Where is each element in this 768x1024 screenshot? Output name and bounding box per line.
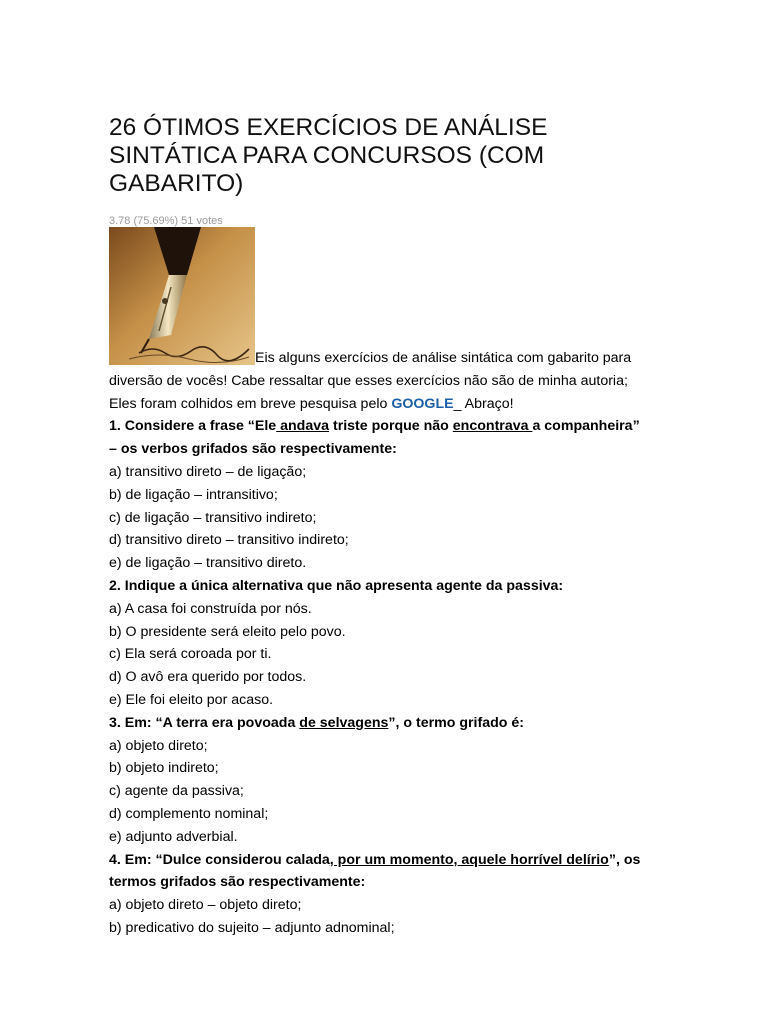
- answer-option: a) objeto direto – objeto direto;: [109, 897, 302, 914]
- intro-line: Eis alguns exercícios de análise sintática com gabarito para: [255, 350, 632, 366]
- answer-option: c) Ela será coroada por ti.: [109, 646, 272, 663]
- answer-option: d) complemento nominal;: [109, 805, 269, 822]
- answer-option: e) de ligação – transitivo direto.: [109, 555, 307, 572]
- answer-option: c) agente da passiva;: [109, 783, 244, 800]
- answer-option: e) adjunto adverbial.: [109, 828, 238, 845]
- rating-text: 3.78 (75.69%) 51 votes: [109, 215, 223, 227]
- fountain-pen-image: [109, 227, 255, 365]
- answer-option: b) objeto indireto;: [109, 760, 219, 777]
- answer-option: b) predicativo do sujeito – adjunto adnominal;: [109, 919, 395, 936]
- answer-option: d) O avô era querido por todos.: [109, 669, 307, 686]
- question-4-continued: termos grifados são respectivamente:: [109, 874, 366, 891]
- intro-line: diversão de vocês! Cabe ressaltar que esses exercícios não são de minha autoria;: [109, 372, 628, 389]
- question-3: 3. Em: “A terra era povoada de selvagens”, o termo grifado é:: [109, 714, 524, 731]
- answer-option: a) transitivo direto – de ligação;: [109, 463, 307, 480]
- answer-option: a) objeto direto;: [109, 737, 208, 754]
- answer-option: d) transitivo direto – transitivo indireto;: [109, 532, 349, 549]
- answer-option: b) O presidente será eleito pelo povo.: [109, 623, 346, 640]
- intro-line: Eles foram colhidos em breve pesquisa pelo GOOGLE_ Abraço!: [109, 395, 514, 412]
- question-4: 4. Em: “Dulce considerou calada, por um momento, aquele horrível delírio”, os: [109, 851, 641, 868]
- page-title: 26 ÓTIMOS EXERCÍCIOS DE ANÁLISE SINTÁTICA PARA CONCURSOS (COM GABARITO): [109, 114, 548, 197]
- question-1-continued: – os verbos grifados são respectivamente:: [109, 441, 397, 458]
- answer-option: e) Ele foi eleito por acaso.: [109, 691, 274, 708]
- question-1: 1. Considere a frase “Ele andava triste porque não encontrava a companheira”: [109, 418, 640, 435]
- answer-option: c) de ligação – transitivo indireto;: [109, 509, 317, 526]
- answer-option: b) de ligação – intransitivo;: [109, 486, 278, 503]
- article-body: [109, 347, 709, 940]
- google-link[interactable]: GOOGLE: [391, 395, 454, 412]
- answer-option: a) A casa foi construída por nós.: [109, 600, 312, 617]
- question-2: 2. Indique a única alternativa que não apresenta agente da passiva:: [109, 577, 564, 594]
